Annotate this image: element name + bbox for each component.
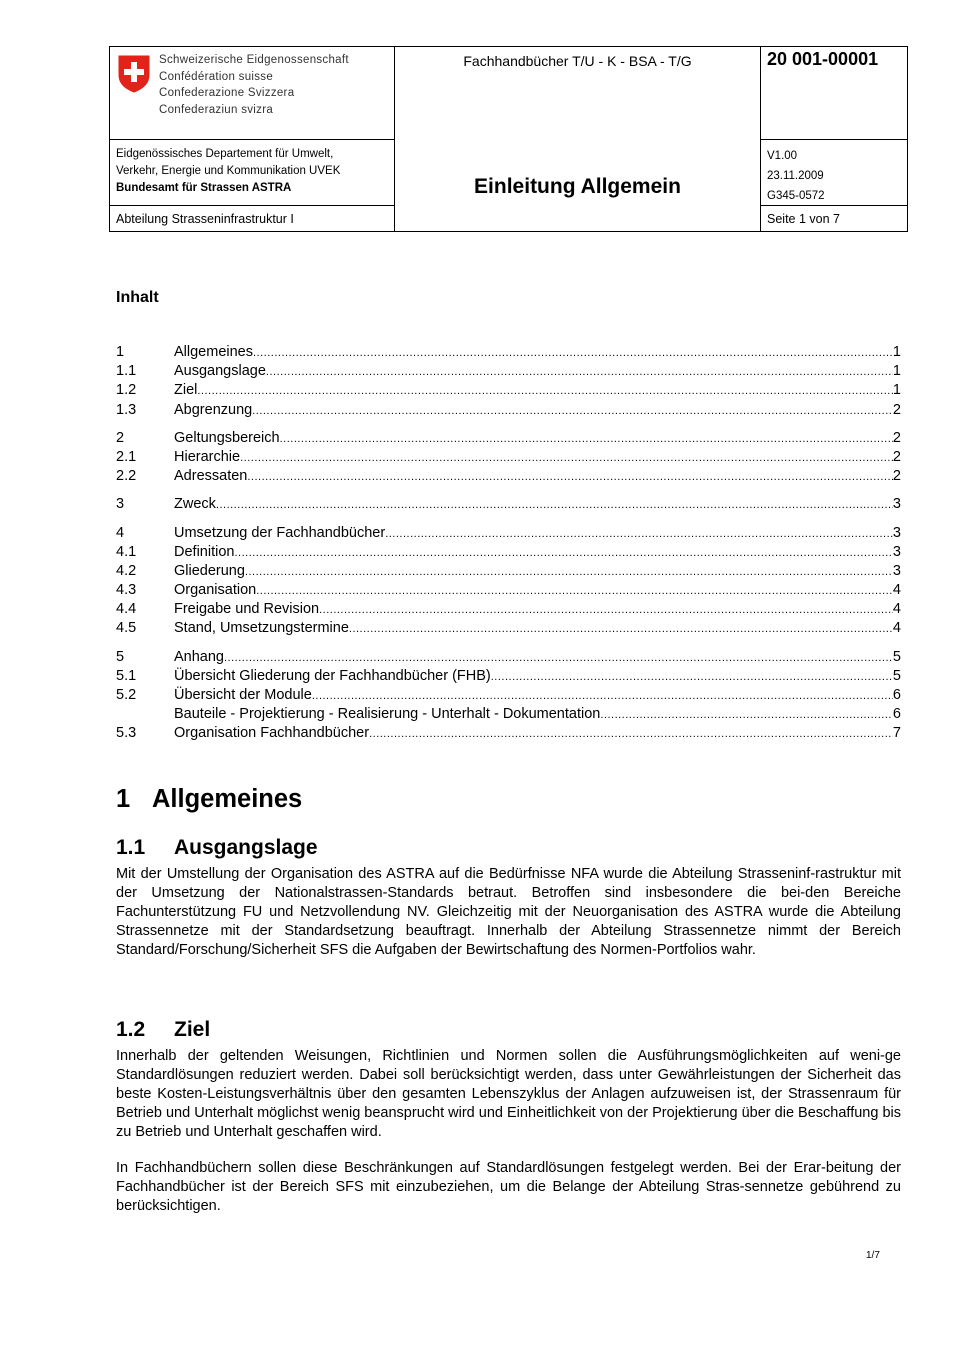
- toc-entry[interactable]: [116, 401, 901, 420]
- toc-entry-number: 5.2: [116, 687, 137, 703]
- toc-entry-page: 6: [892, 706, 901, 723]
- toc-entry-title: Ziel: [174, 382, 198, 399]
- toc-entry-page: 2: [892, 468, 901, 485]
- toc-dot-leader: [600, 706, 893, 725]
- department-line: Verkehr, Energie und Kommunikation UVEK: [116, 165, 341, 177]
- subsection-heading: [116, 836, 318, 860]
- toc-dot-leader: [252, 402, 893, 421]
- toc-entry-number: 2.2: [116, 468, 137, 485]
- toc-dot-leader: [312, 687, 893, 706]
- table-of-contents: [116, 343, 901, 744]
- toc-entry-page: 4: [892, 582, 901, 599]
- series-label: Fachhandbücher T/U - K - BSA - T/G: [463, 53, 692, 69]
- toc-entry-page: 7: [892, 725, 901, 742]
- toc-entry-number: 2: [116, 429, 125, 446]
- toc-entry-page: 1: [892, 344, 901, 360]
- toc-entry-number: 4.5: [116, 620, 137, 637]
- confederation-rm: Confederaziun svizra: [159, 103, 274, 116]
- toc-entry[interactable]: [116, 381, 901, 400]
- toc-entry-page: 4: [892, 601, 901, 618]
- section-title: Allgemeines: [152, 785, 303, 813]
- confederation-de: Schweizerische Eidgenossenschaft: [159, 54, 349, 66]
- toc-entry-number: 1: [116, 344, 125, 360]
- toc-entry-title: Freigabe und Revision: [174, 601, 320, 618]
- toc-entry-title: Geltungsbereich: [174, 429, 280, 446]
- toc-entry[interactable]: [116, 448, 901, 467]
- toc-dot-leader: [319, 601, 893, 620]
- toc-entry[interactable]: [116, 495, 901, 514]
- header-divider: [760, 139, 907, 140]
- toc-entry[interactable]: [116, 686, 901, 705]
- issue-date: 23.11.2009: [767, 170, 824, 182]
- toc-entry-number: 5.1: [116, 667, 137, 684]
- version-block: [767, 146, 825, 206]
- toc-entry-title: Definition: [174, 543, 235, 560]
- toc-entry-number: 4: [116, 524, 125, 541]
- toc-entry-title: Allgemeines: [174, 344, 253, 360]
- section-number: 1: [116, 785, 131, 813]
- document-number: 20 001-00001: [767, 49, 879, 69]
- section-heading: [116, 785, 302, 814]
- toc-dot-leader: [369, 725, 893, 744]
- confederation-it: Confederazione Svizzera: [159, 87, 295, 99]
- swiss-crest-icon: [118, 55, 150, 93]
- toc-entry-page: 3: [892, 562, 901, 579]
- paragraph: Innerhalb der geltenden Weisungen, Richtlinien und Normen sollen die Ausführungsmöglichkeiten auf weni-ge Standardlösungen reduziert werden. Dabei soll berücksichtigt werden, dass unter Gewährleistungen der Sicherheit das beste Kosten-Leistungsverhältnis über den gesamten Lebenszyklus der Anlagen aufzuweisen ist, der Strassenraum für Betrieb und Unterhalt möglichst wenig beansprucht wird und Einheitlichkeit von der Projektierung über die Beschaffung bis zu Betrieb und Unterhalt geschaffen wird.: [116, 1048, 901, 1140]
- toc-entry[interactable]: [116, 705, 901, 724]
- toc-dot-leader: [280, 430, 893, 449]
- subsection-title: Ziel: [174, 1018, 211, 1041]
- toc-entry[interactable]: [116, 724, 901, 743]
- toc-entry-page: 1: [892, 382, 901, 399]
- toc-dot-leader: [253, 344, 893, 363]
- toc-entry-number: 1.3: [116, 401, 137, 418]
- subsection-number: 1.1: [116, 836, 146, 859]
- toc-entry-title: Übersicht Gliederung der Fachhandbücher (FHB): [174, 667, 491, 684]
- office-name: Bundesamt für Strassen ASTRA: [116, 182, 292, 194]
- toc-dot-leader: [234, 544, 892, 563]
- toc-entry-title: Zweck: [174, 496, 216, 513]
- toc-entry[interactable]: [116, 648, 901, 667]
- document-title: Einleitung Allgemein: [474, 175, 681, 198]
- reference-code: G345-0572: [767, 190, 825, 202]
- toc-dot-leader: [197, 382, 893, 401]
- toc-entry-page: 3: [892, 524, 901, 541]
- toc-entry-number: 5: [116, 648, 125, 665]
- toc-entry-title: Adressaten: [174, 468, 248, 485]
- division-name: Abteilung Strasseninfrastruktur I: [116, 212, 294, 226]
- toc-entry-page: 2: [892, 429, 901, 446]
- toc-dot-leader: [247, 468, 893, 487]
- toc-entry-page: 5: [892, 667, 901, 684]
- footer-page-number: 1/7: [866, 1250, 880, 1261]
- toc-entry-title: Gliederung: [174, 562, 245, 579]
- toc-dot-leader: [349, 620, 893, 639]
- toc-entry-number: 1.2: [116, 382, 137, 399]
- header-divider: [394, 47, 395, 231]
- toc-entry-title: Ausgangslage: [174, 363, 266, 380]
- toc-entry[interactable]: [116, 543, 901, 562]
- toc-entry[interactable]: [116, 467, 901, 486]
- toc-entry-title: Bauteile - Projektierung - Realisierung - Unterhalt - Dokumentation: [174, 706, 601, 723]
- toc-entry[interactable]: [116, 562, 901, 581]
- toc-dot-leader: [256, 582, 893, 601]
- toc-entry-number: 3: [116, 496, 125, 513]
- toc-dot-leader: [491, 668, 893, 687]
- toc-entry[interactable]: [116, 429, 901, 448]
- document-header: [109, 46, 908, 232]
- subsection-heading: [116, 1018, 210, 1042]
- toc-entry-page: 3: [892, 543, 901, 560]
- toc-entry-page: 2: [892, 401, 901, 418]
- subsection-title: Ausgangslage: [174, 836, 318, 859]
- toc-entry-number: 4.3: [116, 582, 137, 599]
- toc-entry-number: 4.1: [116, 543, 137, 560]
- toc-entry-number: 4.2: [116, 562, 137, 579]
- toc-entry-page: 4: [892, 620, 901, 637]
- page-indicator: Seite 1 von 7: [767, 212, 840, 226]
- toc-entry-page: 6: [892, 687, 901, 703]
- subsection-number: 1.2: [116, 1018, 146, 1041]
- toc-entry-title: Organisation: [174, 582, 257, 599]
- paragraph: Mit der Umstellung der Organisation des ASTRA auf die Bedürfnisse NFA wurde die Abteilung Strasseninf-rastruktur mit der Umsetzung der Nationalstrassen-Standards betraut. Betroffen sind insbesondere die bei-den Bereiche Fachunterstützung FU und Netzvollendung NV. Gleichzeitig mit der Neuorganisation des ASTRA wurde die Abteilung Strassennetze mit der Standardsetzung beauftragt. Innerhalb der Abteilung Strassennetze nimmt der Bereich Standard/Forschung/Sicherheit SFS die Aufgaben der Bewirtschaftung des Normen-Portfolios wahr.: [116, 866, 901, 958]
- toc-entry-number: 4.4: [116, 601, 137, 618]
- toc-dot-leader: [245, 563, 893, 582]
- toc-entry-title: Umsetzung der Fachhandbücher: [174, 524, 386, 541]
- department-line: Eidgenössisches Departement für Umwelt,: [116, 148, 334, 160]
- toc-entry[interactable]: [116, 343, 901, 362]
- toc-entry-title: Hierarchie: [174, 448, 241, 465]
- header-divider: [110, 139, 394, 140]
- toc-entry-title: Übersicht der Module: [174, 687, 312, 703]
- toc-entry-page: 2: [892, 448, 901, 465]
- toc-entry-page: 5: [892, 648, 901, 665]
- toc-entry[interactable]: [116, 600, 901, 619]
- toc-entry-title: Organisation Fachhandbücher: [174, 725, 370, 742]
- toc-dot-leader: [216, 496, 893, 515]
- toc-entry[interactable]: [116, 667, 901, 686]
- header-divider: [110, 205, 394, 206]
- toc-heading: Inhalt: [116, 289, 159, 306]
- department-block: [116, 146, 340, 197]
- toc-entry[interactable]: [116, 524, 901, 543]
- paragraph: In Fachhandbüchern sollen diese Beschränkungen auf Standardlösungen festgelegt werden. Bei der Erar-beitung der Fachhandbücher ist der Bereich SFS mit einzubeziehen, um die Belange der Abteilung Stras-sennetze gebührend zu berücksichtigen.: [116, 1160, 901, 1214]
- toc-entry[interactable]: [116, 581, 901, 600]
- confederation-fr: Confédération suisse: [159, 70, 274, 83]
- toc-dot-leader: [224, 649, 893, 668]
- toc-entry-page: 3: [892, 496, 901, 513]
- confederation-names: [159, 52, 349, 118]
- toc-entry-title: Stand, Umsetzungstermine: [174, 620, 349, 637]
- toc-entry-title: Abgrenzung: [174, 401, 253, 418]
- toc-entry-number: 2.1: [116, 448, 137, 465]
- toc-dot-leader: [240, 449, 893, 468]
- toc-entry-number: 1.1: [116, 363, 137, 380]
- toc-dot-leader: [385, 525, 893, 544]
- toc-entry-number: 5.3: [116, 725, 137, 742]
- toc-entry-page: 1: [892, 363, 901, 380]
- toc-dot-leader: [266, 363, 893, 382]
- toc-entry[interactable]: [116, 619, 901, 638]
- toc-entry-title: Anhang: [174, 648, 224, 665]
- toc-entry[interactable]: [116, 362, 901, 381]
- version: V1.00: [767, 150, 798, 162]
